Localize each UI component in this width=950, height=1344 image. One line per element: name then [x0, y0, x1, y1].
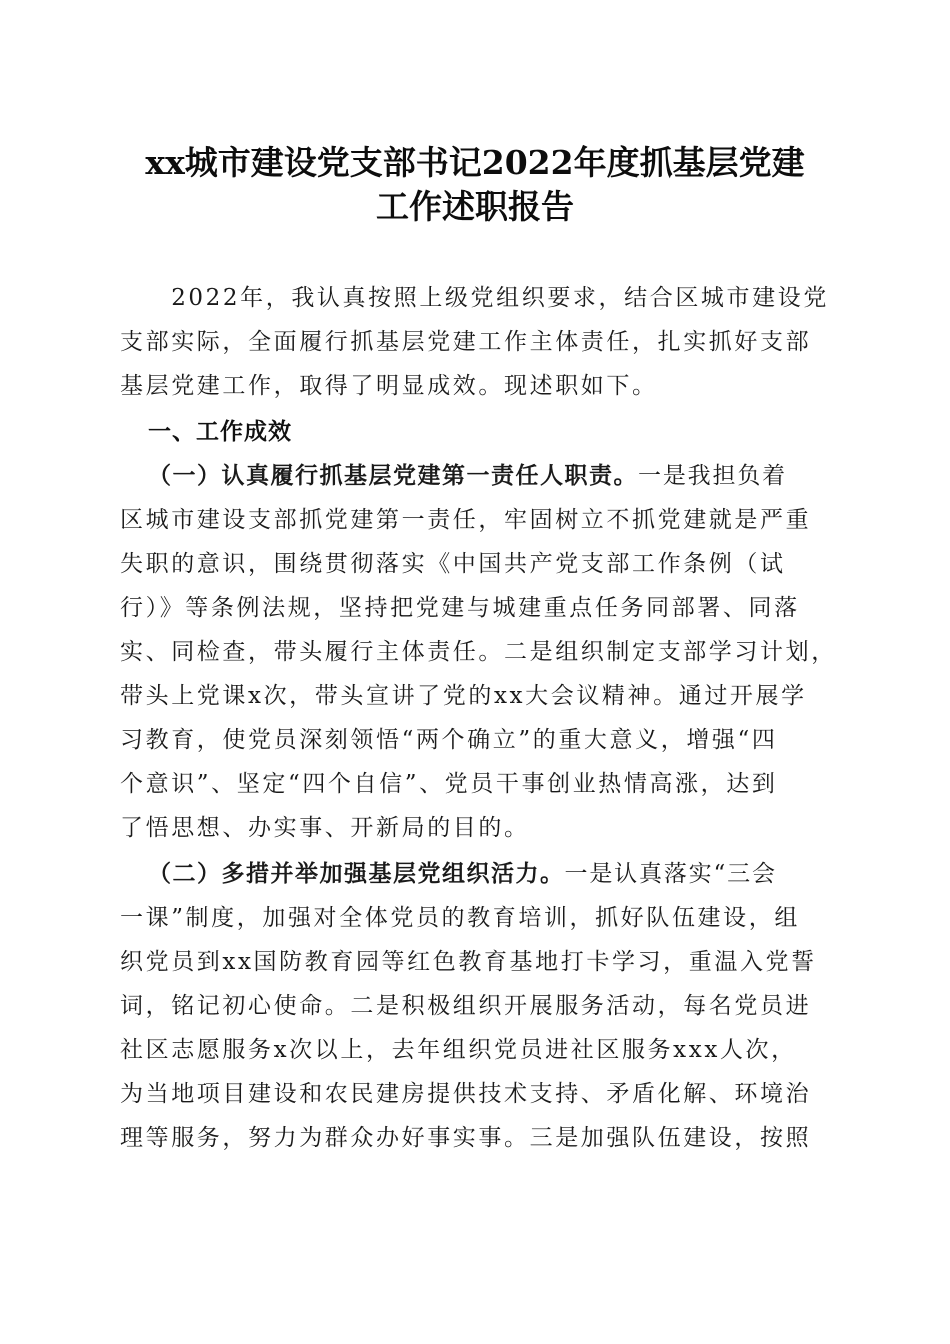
sub1-line-7: 个意识”、坚定“四个自信”、党员干事创业热情高涨，达到 [120, 771, 778, 797]
sub1-heading: （一）认真履行抓基层党建第一责任人职责。 [148, 463, 638, 489]
intro-line-1: 2022年，我认真按照上级党组织要求，结合区城市建设党 [120, 285, 829, 311]
sub2-line-1: 一课”制度，加强对全体党员的教育培训，抓好队伍建设，组 [120, 905, 800, 931]
sub1-line-8: 了悟思想、办实事、开新局的目的。 [120, 815, 530, 841]
sub1-line-1: 区城市建设支部抓党建第一责任，牢固树立不抓党建就是严重 [120, 507, 812, 533]
sub2-first-line [148, 852, 868, 896]
document-title-line-1: xx城市建设党支部书记2022年度抓基层党建 [145, 143, 805, 182]
intro-line-2: 支部实际，全面履行抓基层党建工作主体责任，扎实抓好支部 [120, 329, 812, 355]
sub1-line-4: 实、同检查，带头履行主体责任。二是组织制定支部学习计划， [120, 639, 837, 665]
intro-line-3: 基层党建工作，取得了明显成效。现述职如下。 [120, 373, 658, 399]
section-heading: 一、工作成效 [148, 419, 292, 445]
sub2-line-2: 织党员到xx国防教育园等红色教育基地打卡学习，重温入党誓 [120, 949, 817, 975]
sub2-line-5: 为当地项目建设和农民建房提供技术支持、矛盾化解、环境治 [120, 1081, 812, 1107]
sub1-first-line [148, 454, 868, 498]
sub1-line-3: 行）》等条例法规，坚持把党建与城建重点任务同部署、同落 [120, 595, 800, 621]
sub1-line-5: 带头上党课x次，带头宣讲了党的xx大会议精神。通过开展学 [120, 683, 807, 709]
sub2-line-6: 理等服务，努力为群众办好事实事。三是加强队伍建设，按照 [120, 1125, 812, 1151]
sub2-line-3: 词，铭记初心使命。二是积极组织开展服务活动，每名党员进 [120, 993, 812, 1019]
sub1-line-2: 失职的意识，围绕贯彻落实《中国共产党支部工作条例（试 [120, 551, 786, 577]
sub2-line-4: 社区志愿服务x次以上，去年组织党员进社区服务xxx人次， [120, 1037, 797, 1063]
sub1-first-line-text: 一是我担负着 [638, 463, 788, 489]
sub2-first-line-text: 一是认真落实“三会 [564, 861, 777, 887]
sub1-line-6: 习教育，使党员深刻领悟“两个确立”的重大意义，增强“四 [120, 727, 778, 753]
document-title-line-2: 工作述职报告 [376, 187, 574, 226]
sub2-heading: （二）多措并举加强基层党组织活力。 [148, 861, 565, 887]
